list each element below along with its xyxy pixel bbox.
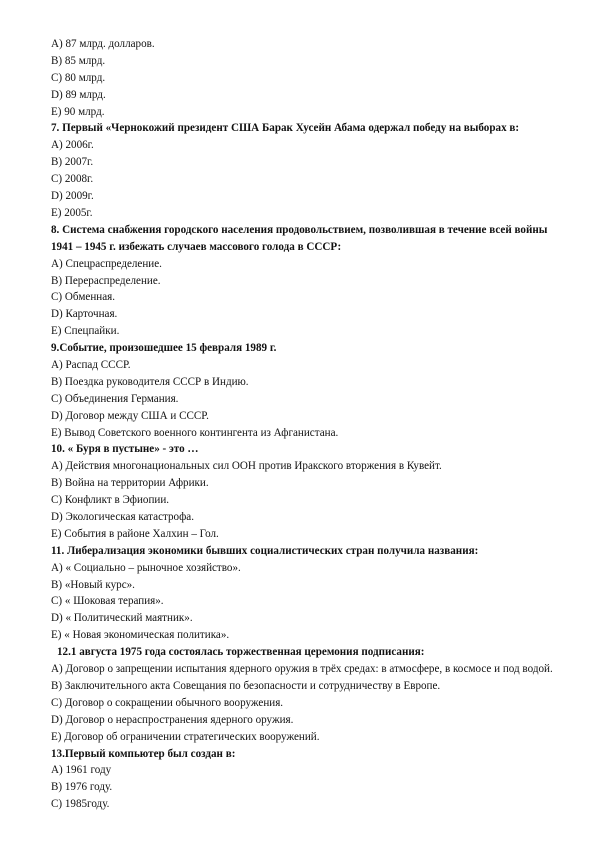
- answer-option: E) События в районе Халхин – Гол.: [51, 527, 219, 540]
- answer-option: C) 80 млрд.: [51, 71, 106, 84]
- answer-option: D) Договор между США и СССР.: [51, 409, 209, 422]
- answer-option: C) Конфликт в Эфиопии.: [51, 494, 170, 507]
- answer-option: E) Вывод Советского военного контингента из Афганистана.: [51, 426, 339, 439]
- answer-option: E) « Новая экономическая политика».: [51, 629, 230, 642]
- answer-option: B) Заключительного акта Совещания по безопасности и сотрудничеству в Европе.: [51, 679, 441, 692]
- question-text: 10. « Буря в пустыне» - это …: [51, 443, 199, 456]
- question-text: 9.Событие, произошедшее 15 февраля 1989 г.: [51, 342, 277, 355]
- answer-option: E) 2005г.: [51, 206, 93, 219]
- answer-option: D) Экологическая катастрофа.: [51, 511, 194, 524]
- answer-option: A) Спецраспределение.: [51, 257, 162, 270]
- answer-option: A) Действия многонациональных сил ООН против Иракского вторжения в Кувейт.: [51, 460, 442, 473]
- answer-option: C) 1985году.: [51, 798, 110, 811]
- answer-option: D) 89 млрд.: [51, 88, 106, 101]
- answer-option: C) « Шоковая терапия».: [51, 595, 164, 608]
- answer-option: E) Спецпайки.: [51, 325, 120, 338]
- document-page: [51, 36, 571, 813]
- answer-option: A) Договор о запрещении испытания ядерного оружия в трёх средах: в атмосфере, в космосе и под водой.: [51, 663, 553, 676]
- question-text: 12.1 августа 1975 года состоялась торжественная церемония подписания:: [57, 646, 425, 659]
- question-text: 7. Первый «Чернокожий президент США Барак Хусейн Абама одержал победу на выборах в:: [51, 122, 520, 135]
- answer-option: B) Война на территории Африки.: [51, 477, 209, 490]
- answer-option: E) Договор об ограничении стратегических вооружений.: [51, 730, 320, 743]
- answer-option: D) Карточная.: [51, 308, 118, 321]
- question-text: 13.Первый компьютер был создан в:: [51, 747, 236, 760]
- answer-option: E) 90 млрд.: [51, 105, 105, 118]
- answer-option: D) « Политический маятник».: [51, 612, 193, 625]
- answer-option: D) 2009г.: [51, 190, 94, 203]
- answer-option: A) 1961 году: [51, 764, 112, 777]
- answer-option: B) 2007г.: [51, 156, 94, 169]
- answer-option: B) 85 млрд.: [51, 54, 106, 67]
- answer-option: C) Объединения Германия.: [51, 392, 179, 405]
- answer-option: B) Поездка руководителя СССР в Индию.: [51, 375, 249, 388]
- answer-option: B) «Новый курс».: [51, 578, 135, 591]
- question-text: 8. Система снабжения городского населения продовольствием, позволившая в течение всей войны 1941 – 1945 г. избежать случаев массового голода в СССР:: [51, 223, 548, 253]
- question-text: 11. Либерализация экономики бывших социалистических стран получила названия:: [51, 544, 479, 557]
- answer-option: A) « Социально – рыночное хозяйство».: [51, 561, 241, 574]
- answer-option: B) 1976 году.: [51, 781, 113, 794]
- answer-option: A) 87 млрд. долларов.: [51, 38, 155, 50]
- answer-option: C) Договор о сокращении обычного вооружения.: [51, 696, 284, 709]
- answer-option: C) 2008г.: [51, 173, 94, 186]
- answer-option: D) Договор о нераспространения ядерного оружия.: [51, 713, 294, 726]
- answer-option: B) Перераспределение.: [51, 274, 161, 287]
- answer-option: A) Распад СССР.: [51, 358, 131, 371]
- answer-option: A) 2006г.: [51, 139, 94, 152]
- answer-option: C) Обменная.: [51, 291, 116, 304]
